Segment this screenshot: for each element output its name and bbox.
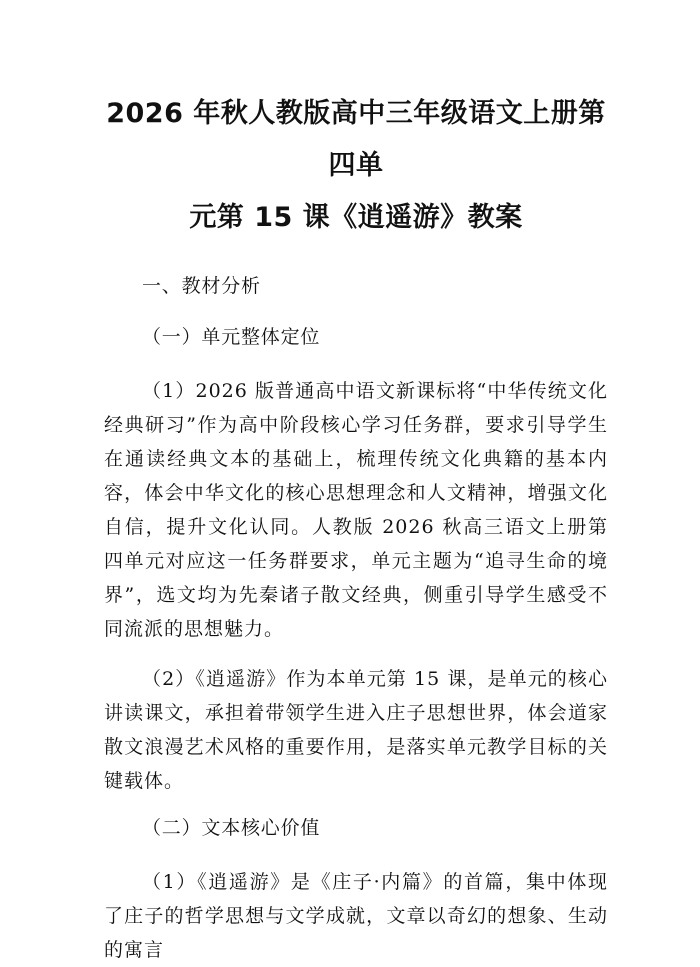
title-line-1: 2026 年秋人教版高中三年级语文上册第四单 (106, 98, 606, 181)
subsection-heading-core-value: （二）文本核心价值 (142, 817, 321, 839)
paragraph-1: （1）2026 版普通高中语文新课标将“中华传统文化经典研习”作为高中阶段核心学习任务群，要求引导学生在通读经典文本的基础上，梳理传统文化典籍的基本内容，体会中华文化的核心思想理念和人文精神，增强文化自信，提升文化认同。人教版 2026 秋高三语文上册第四单元对应这一任务群要求，单元主题为“追寻生命的境界”，选文均为先秦诸子散文经典，侧重引导学生感受不同流派的思想魅力。 (104, 380, 608, 640)
section-heading-teaching-analysis: 一、教材分析 (142, 275, 261, 297)
paragraph-2: （2）《逍遥游》作为本单元第 15 课，是单元的核心讲读课文，承担着带领学生进入庄子思想世界，体会道家散文浪漫艺术风格的重要作用，是落实单元教学目标的关键载体。 (104, 668, 608, 792)
paragraph-3: （1）《逍遥游》是《庄子·内篇》的首篇，集中体现了庄子的哲学思想与文学成就，文章以奇幻的想象、生动的寓言 (104, 871, 608, 961)
document-title (104, 88, 608, 244)
title-line-2: 元第 15 课《逍遥游》教案 (189, 202, 523, 233)
subsection-heading-unit-positioning: （一）单元整体定位 (142, 326, 321, 348)
